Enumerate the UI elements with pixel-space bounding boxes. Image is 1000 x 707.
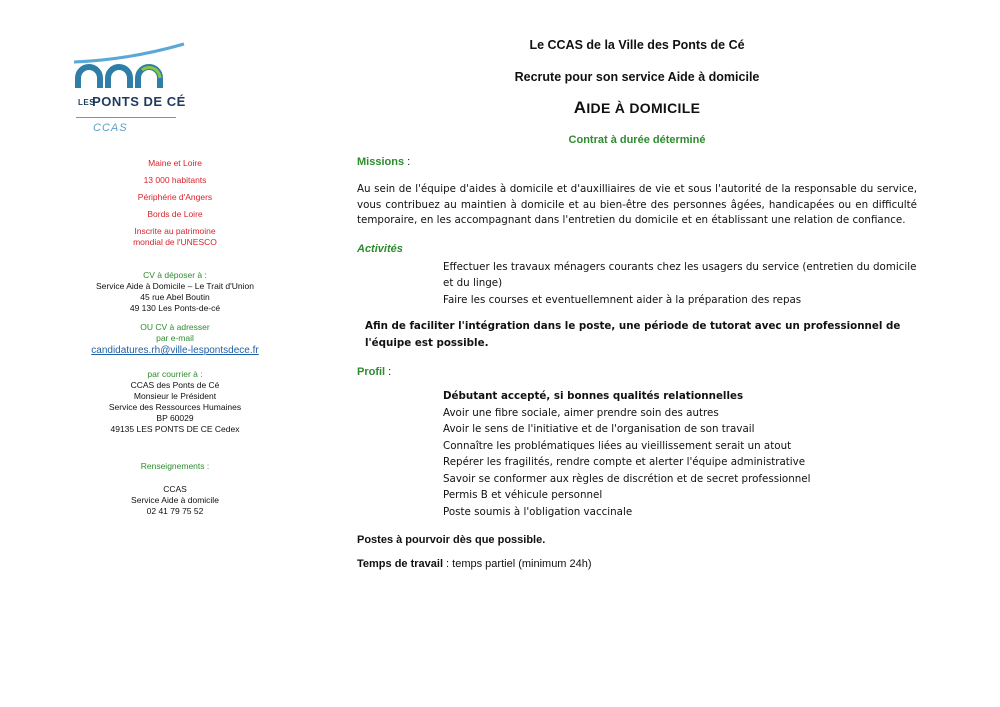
logo-divider	[76, 117, 176, 118]
job-posting	[357, 38, 917, 570]
contact-label: Renseignements :	[140, 461, 210, 471]
info-line: Maine et Loire	[148, 158, 202, 168]
profil-item: Débutant accepté, si bonnes qualités relationnelles	[443, 390, 744, 402]
profil-colon: :	[385, 366, 392, 378]
logo-wordmark	[78, 94, 186, 109]
cv-label: CV à déposer à :	[143, 270, 207, 280]
positions-note: Postes à pourvoir dès que possible.	[357, 534, 546, 546]
cv-email	[60, 322, 290, 357]
missions-colon: :	[404, 156, 411, 168]
profil-label: Profil	[357, 366, 386, 378]
email-link[interactable]: candidatures.rh@ville-lespontsdece.fr	[91, 345, 259, 356]
tutorat-note: Afin de faciliter l'intégration dans le poste, une période de tutorat avec un professionnel de l'équipe est possible.	[365, 320, 901, 349]
info-line: mondial de l'UNESCO	[133, 237, 217, 247]
work-time-value: : temps partiel (minimum 24h)	[443, 558, 592, 570]
profil-item: Avoir une fibre sociale, aimer prendre soin des autres	[443, 406, 719, 419]
mail-line: 49135 LES PONTS DE CE Cedex	[110, 424, 240, 434]
ccas-logo	[68, 40, 198, 140]
job-title-cap: A	[573, 98, 587, 117]
cv-mail	[60, 369, 290, 435]
work-time-label: Temps de travail	[357, 558, 443, 570]
address-line: 45 rue Abel Boutin	[140, 292, 210, 302]
mail-label: par courrier à :	[147, 369, 203, 379]
logo-subtitle: CCAS	[93, 122, 128, 134]
profil-item: Repérer les fragilités, rendre compte et alerter l'équipe administrative	[443, 456, 806, 468]
missions-heading	[357, 156, 917, 168]
mail-line: CCAS des Ponts de Cé	[130, 380, 220, 390]
profil-list	[443, 388, 917, 520]
contact-info	[60, 461, 290, 517]
logo-small-text: LES	[78, 97, 96, 107]
job-title-rest: IDE À DOMICILE	[586, 100, 701, 116]
activity-item: Effectuer les travaux ménagers courants chez les usagers du service (entretien du domicile et du linge)	[443, 260, 917, 289]
contact-line: Service Aide à domicile	[131, 495, 219, 505]
mail-line: Service des Ressources Humaines	[108, 402, 242, 412]
employer-heading: Le CCAS de la Ville des Ponts de Cé	[529, 38, 745, 52]
mail-line: Monsieur le Président	[133, 391, 217, 401]
profil-item: Poste soumis à l'obligation vaccinale	[443, 505, 633, 518]
missions-text: Au sein de l'équipe d'aides à domicile et d'auxilliaires de vie et sous l'autorité de la responsable du service, vous contribuez au maintien à domicile et au bien-être des personnes âgées, handicapées ou en difficulté temporaire, en les accompagnant dans l'entretien du domicile et en établissant une relation de confiance.	[357, 183, 917, 226]
work-time	[357, 558, 917, 570]
profil-item: Savoir se conformer aux règles de discrétion et de secret professionnel	[443, 472, 811, 485]
profil-item: Connaître les problématiques liées au vieillissement serait un atout	[443, 439, 792, 452]
city-info	[60, 158, 290, 248]
activity-item: Faire les courses et eventuellemnent aider à la préparation des repas	[443, 293, 802, 306]
contact-line: 02 41 79 75 52	[146, 506, 204, 516]
info-line: Inscrite au patrimoine	[134, 226, 216, 236]
info-line: 13 000 habitants	[143, 175, 207, 185]
address-line: 49 130 Les Ponts-de-cé	[129, 303, 221, 313]
missions-label: Missions	[357, 156, 405, 168]
email-label: OU CV à adresser	[140, 322, 210, 332]
logo-main-text: PONTS DE CÉ	[92, 94, 186, 109]
sidebar	[60, 40, 290, 517]
cv-deposit	[60, 270, 290, 314]
email-label: par e-mail	[156, 333, 194, 343]
address-line: Service Aide à Domicile – Le Trait d'Union	[95, 281, 254, 291]
info-line: Bords de Loire	[147, 209, 203, 219]
activities-heading: Activités	[357, 242, 403, 255]
profil-heading	[357, 366, 917, 378]
mail-line: BP 60029	[156, 413, 194, 423]
info-line: Périphérie d'Angers	[137, 192, 213, 202]
job-title	[357, 98, 917, 118]
contract-type: Contrat à durée déterminé	[568, 134, 706, 146]
contact-line: CCAS	[163, 484, 187, 494]
profil-item: Avoir le sens de l'initiative et de l'organisation de son travail	[443, 423, 755, 435]
profil-item: Permis B et véhicule personnel	[443, 489, 603, 501]
recruit-heading: Recrute pour son service Aide à domicile	[514, 70, 760, 84]
